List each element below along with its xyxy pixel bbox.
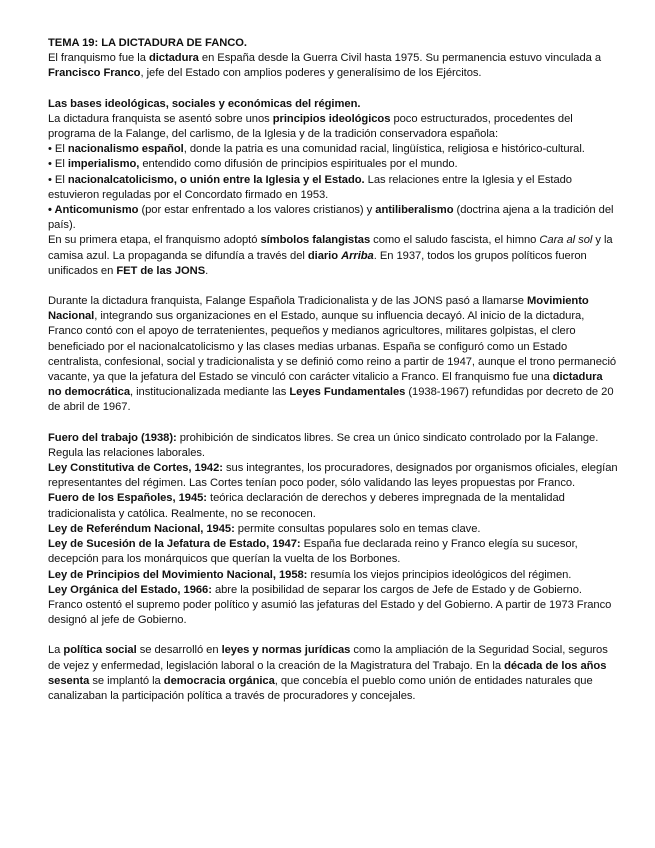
- bullet-item-nacionalismo: • El nacionalismo español, donde la patria es una comunidad racial, lingüística, religiosa e histórico-cultural.: [48, 143, 585, 156]
- section-heading-bases: Las bases ideológicas, sociales y económicas del régimen.: [48, 97, 361, 110]
- politica-social-paragraph: La política social se desarrolló en leyes y normas jurídicas como la ampliación de la Seguridad Social, seguros de vejez y enfermedad, legislación laboral o la creación de la Magistratura del Trabajo. En la década de los años sesenta se implantó la democracia orgánica, que concebía el pueblo como unión de entidades naturales que canalizaban la participación política a través de procuradores y concejales.: [48, 644, 608, 702]
- document-title: TEMA 19: LA DICTADURA DE FANCO.: [48, 37, 247, 49]
- document-page: [48, 36, 618, 704]
- ley-item: Ley de Principios del Movimiento Nacional, 1958: resumía los viejos principios ideológicos del régimen.: [48, 568, 572, 581]
- intro-paragraph: El franquismo fue la dictadura en España desde la Guerra Civil hasta 1975. Su permanencia estuvo vinculada a Francisco Franco, jefe del Estado con amplios poderes y generalísimo de los Ejércitos.: [48, 52, 602, 80]
- ley-item: Ley de Referéndum Nacional, 1945: permite consultas populares solo en temas clave.: [48, 522, 481, 535]
- falange-paragraph: En su primera etapa, el franquismo adoptó símbolos falangistas como el saludo fascista, el himno Cara al sol y la camisa azul. La propaganda se difundía a través del diario Arriba. En 1937, todos los grupos políticos fueron unificados en FET de las JONS.: [48, 234, 613, 277]
- bullet-item-imperialismo: • El imperialismo, entendido como difusión de principios espirituales por el mundo.: [48, 158, 458, 171]
- ley-item: Ley de Sucesión de la Jefatura de Estado, 1947: España fue declarada reino y Franco elegía su sucesor, decepción para los monárquicos que querían la vuelta de los Borbones.: [48, 538, 578, 566]
- bullet-item-nacionalcatolicismo: • El nacionalcatolicismo, o unión entre la Iglesia y el Estado. Las relaciones entre la Iglesia y el Estado estuvieron reguladas por el Concordato firmado en 1953.: [48, 173, 572, 201]
- movimiento-nacional-paragraph: Durante la dictadura franquista, Falange Española Tradicionalista y de las JONS pasó a llamarse Movimiento Nacional, integrando sus organizaciones en el Estado, aunque su influencia decayó. Al inicio de la dictadura, Franco contó con el apoyo de terratenientes, pequeños y medianos agricultores, militares golpistas, el clero beneficiado por el nacionalcatolicismo y las clases medias urbanas. España se configuró como un Estado centralista, confesional, social y tradicionalista y se definió como reino a partir de 1947, aunque el trono permaneció vacante, ya que la jefatura del Estado se vinculó con carácter vitalicio a Franco. El franquismo fue una dictadura no democrática, institucionalizada mediante las Leyes Fundamentales (1938-1967) refundidas por decreto de 20 de abril de 1967.: [48, 295, 617, 414]
- ley-item: Fuero del trabajo (1938): prohibición de sindicatos libres. Se crea un único sindicato controlado por la Falange. Regula las relaciones laborales.: [48, 431, 599, 459]
- ley-item: Ley Orgánica del Estado, 1966: abre la posibilidad de separar los cargos de Jefe de Estado y de Gobierno. Franco ostentó el supremo poder político y asumió las jefaturas del Estado y del Gobierno. A partir de 1973 Franco designó al jefe de Gobierno.: [48, 583, 612, 627]
- ley-item: Ley Constitutiva de Cortes, 1942: sus integrantes, los procuradores, designados por organismos oficiales, elegían representantes del régimen. Las Cortes tenían poco poder, sólo validando las leyes propuestas por Franco.: [48, 462, 618, 490]
- bullet-item-anticomunismo: • Anticomunismo (por estar enfrentado a los valores cristianos) y antiliberalismo (doctrina ajena a la tradición del país).: [48, 204, 614, 232]
- bases-intro-paragraph: La dictadura franquista se asentó sobre unos principios ideológicos poco estructurados, procedentes del programa de la Falange, del carlismo, de la Iglesia y de la tradición conservadora española:: [48, 112, 573, 141]
- ley-item: Fuero de los Españoles, 1945: teórica declaración de derechos y deberes impregnada de la mentalidad tradicionalista y católica. Realmente, no se reconocen.: [48, 492, 565, 520]
